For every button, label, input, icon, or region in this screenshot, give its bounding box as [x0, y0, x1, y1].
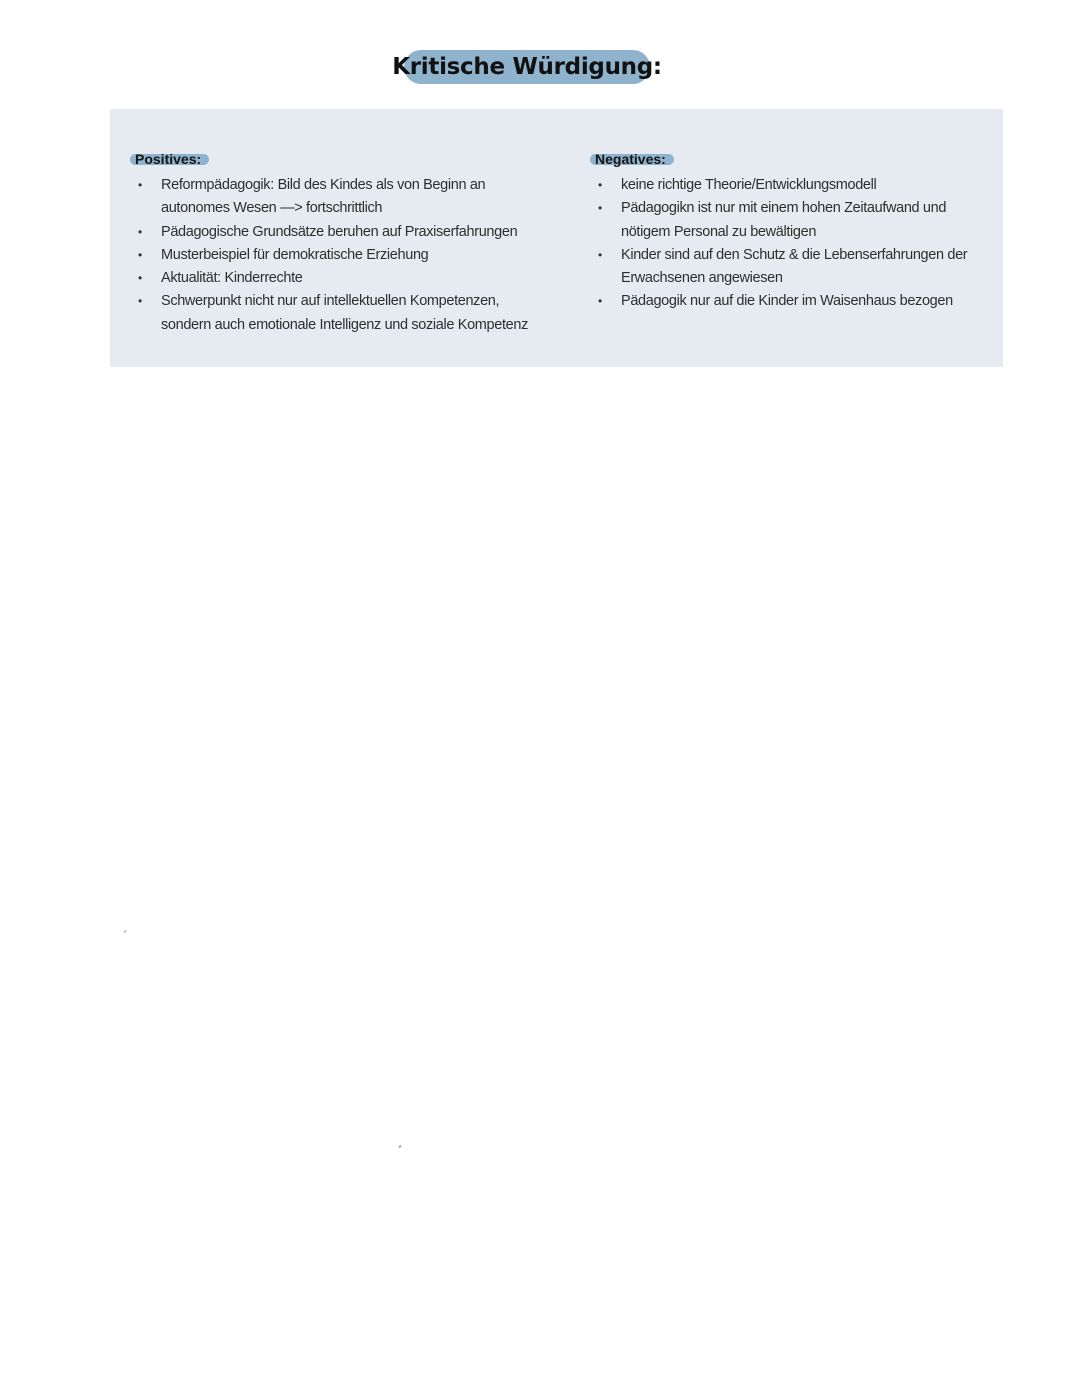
bullet-icon: • [138, 271, 142, 286]
bullet-icon: • [598, 178, 602, 192]
bullet-icon: • [138, 178, 142, 192]
list-item: • Reformpädagogik: Bild des Kindes als von Beginn an autonomes Wesen —> fortschrittlich [132, 174, 552, 221]
list-item: • Musterbeispiel für demokratische Erziehung [132, 244, 552, 267]
bullet-icon: • [138, 294, 142, 309]
negatives-column [592, 149, 992, 314]
bullet-icon: • [598, 201, 602, 216]
list-item: • Aktualität: Kinderrechte [132, 267, 552, 290]
list-item: • Pädagogische Grundsätze beruhen auf Praxiserfahrungen [132, 221, 552, 244]
negatives-list [592, 174, 992, 314]
positives-column [132, 149, 552, 337]
list-item: • Schwerpunkt nicht nur auf intellektuellen Kompetenzen, sondern auch emotionale Intelligenz und soziale Kompetenz [132, 290, 552, 337]
list-item: • Pädagogik nur auf die Kinder im Waisenhaus bezogen [592, 290, 992, 313]
page-title: Kritische Würdigung: [392, 54, 662, 80]
positives-list [132, 174, 552, 337]
bullet-icon: • [138, 247, 142, 262]
evaluation-panel [110, 109, 1003, 367]
list-item: • keine richtige Theorie/Entwicklungsmodell [592, 174, 992, 197]
bullet-icon: • [598, 294, 602, 309]
pen-mark [123, 930, 126, 934]
pen-mark [398, 1145, 401, 1149]
bullet-icon: • [138, 224, 142, 239]
bullet-icon: • [598, 247, 602, 262]
list-item: • Kinder sind auf den Schutz & die Lebenserfahrungen der Erwachsenen angewiesen [592, 244, 992, 291]
list-item: • Pädagogikn ist nur mit einem hohen Zeitaufwand und nötigem Personal zu bewältigen [592, 197, 992, 244]
positives-heading: Positives: [130, 151, 209, 168]
negatives-heading: Negatives: [590, 151, 674, 168]
title-highlight [392, 50, 662, 84]
